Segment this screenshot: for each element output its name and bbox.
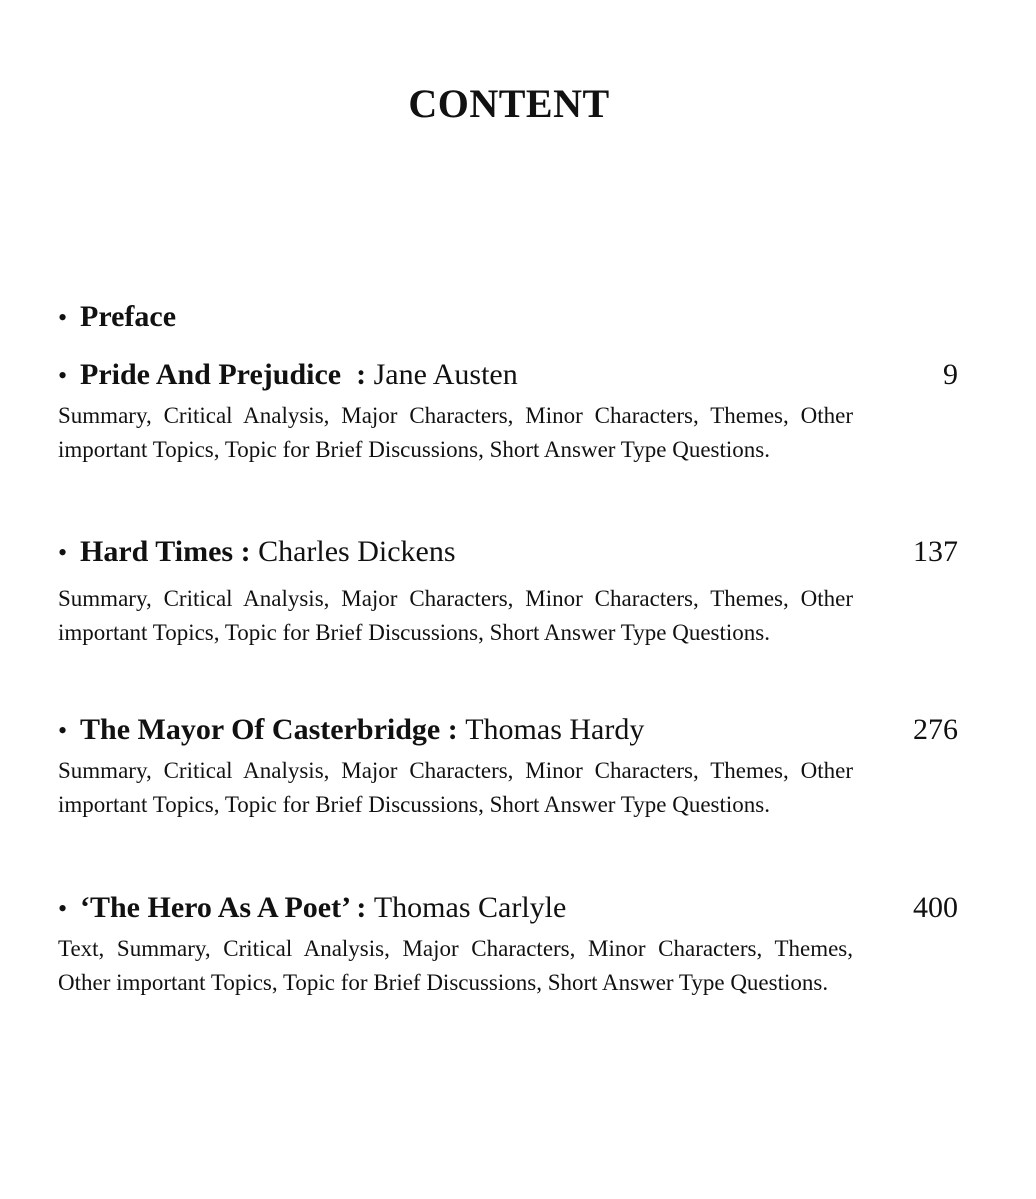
- toc-entry-heading: [58, 888, 958, 928]
- work-title: The Mayor Of Casterbridge: [80, 713, 441, 746]
- toc-entry-heading: [58, 297, 958, 337]
- toc-entry-heading: [58, 710, 958, 750]
- page-title: CONTENT: [408, 81, 610, 126]
- toc-entry-heading: [58, 532, 958, 572]
- page-number: 400: [913, 891, 958, 924]
- author-name: Charles Dickens: [258, 535, 456, 568]
- toc-entry-preface[interactable]: [58, 297, 958, 337]
- author-name: Thomas Carlyle: [373, 891, 567, 924]
- page-number: 276: [913, 713, 958, 746]
- title-author-separator: :: [233, 535, 251, 568]
- author-name: Thomas Hardy: [465, 713, 645, 746]
- bullet-icon: •: [58, 361, 68, 390]
- bullet-icon: •: [58, 303, 68, 332]
- entry-description: Text, Summary, Critical Analysis, Major Characters, Minor Characters, Themes, Other important Topics, Topic for Brief Discussions, Short Answer Type Questions.: [58, 936, 853, 995]
- bullet-icon: •: [58, 538, 68, 567]
- toc-entry-heading: [58, 355, 958, 395]
- work-title: Hard Times: [80, 535, 234, 568]
- work-title: ‘The Hero As A Poet’: [80, 891, 349, 924]
- work-title: Preface: [80, 300, 177, 333]
- entry-description: Summary, Critical Analysis, Major Characters, Minor Characters, Themes, Other important Topics, Topic for Brief Discussions, Short Answer Type Questions.: [58, 403, 853, 462]
- bullet-icon: •: [58, 894, 68, 923]
- entry-description: Summary, Critical Analysis, Major Characters, Minor Characters, Themes, Other important Topics, Topic for Brief Discussions, Short Answer Type Questions.: [58, 758, 853, 817]
- title-author-separator: :: [440, 713, 458, 746]
- toc-entry-pride-and-prejudice[interactable]: [58, 355, 958, 467]
- author-name: Jane Austen: [373, 358, 518, 391]
- page-number: 137: [913, 535, 958, 568]
- title-author-separator: :: [341, 358, 367, 391]
- toc-entry-mayor-of-casterbridge[interactable]: [58, 710, 958, 822]
- entry-description: Summary, Critical Analysis, Major Characters, Minor Characters, Themes, Other important Topics, Topic for Brief Discussions, Short Answer Type Questions.: [58, 586, 853, 645]
- bullet-icon: •: [58, 716, 68, 745]
- work-title: Pride And Prejudice: [80, 358, 342, 391]
- toc-entry-hero-as-a-poet[interactable]: [58, 888, 958, 1000]
- toc-entry-hard-times[interactable]: [58, 532, 958, 650]
- title-author-separator: :: [348, 891, 367, 924]
- page-number: 9: [943, 358, 958, 391]
